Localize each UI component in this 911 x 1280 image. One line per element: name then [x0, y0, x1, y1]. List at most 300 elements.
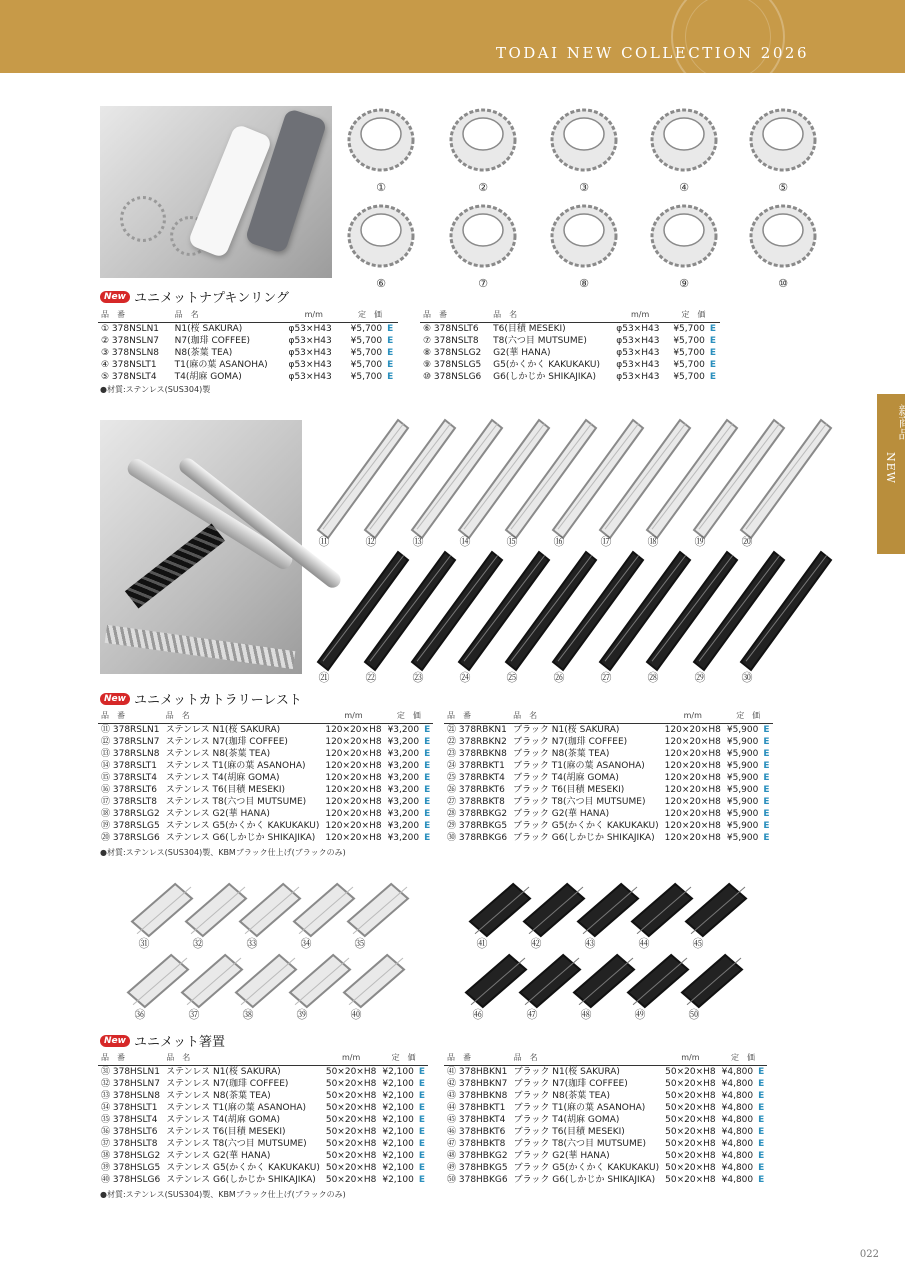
- product-name: ステンレス T4(胡麻 GOMA): [165, 773, 280, 783]
- table-row: [98, 760, 433, 772]
- product-code: ㊺ 378HBKT4: [447, 1115, 506, 1125]
- product-name: ブラック G5(かくかく KAKUKAKU): [513, 821, 659, 831]
- dimensions: 50×20×H8: [325, 1175, 377, 1185]
- page-number: 022: [859, 1249, 879, 1260]
- e-mark: E: [424, 821, 431, 831]
- table-row: [98, 832, 433, 844]
- price: ¥3,200: [387, 773, 420, 783]
- product-code: ㉕ 378RBKT4: [447, 773, 505, 783]
- product-code: ⑪ 378RSLN1: [101, 725, 160, 735]
- table-row: [98, 784, 433, 796]
- product-name: ブラック T1(麻の葉 ASANOHA): [513, 1103, 646, 1113]
- dimensions: 50×20×H8: [665, 1127, 716, 1137]
- napkin-ring-item: [548, 200, 620, 290]
- price: ¥5,900: [726, 773, 759, 783]
- price: ¥2,100: [382, 1079, 414, 1089]
- table-row: [98, 1174, 428, 1186]
- dimensions: 120×20×H8: [664, 749, 721, 759]
- e-mark: E: [387, 348, 394, 358]
- price: ¥5,900: [726, 797, 759, 807]
- chopstick-rest-item: [470, 884, 530, 950]
- column-header: 品 名: [163, 710, 323, 724]
- chopstick-rest-item: [186, 884, 246, 950]
- product-name: T4(胡麻 GOMA): [174, 372, 242, 382]
- e-mark: E: [758, 1151, 765, 1161]
- table-row: [444, 1066, 767, 1079]
- item-number-label: ㊹: [638, 937, 650, 950]
- table-row: [444, 820, 773, 832]
- chopstick-rest-item-image: [348, 884, 408, 936]
- chopstick-rest-item-image: [290, 955, 350, 1007]
- napkin-ring-item-image: [548, 200, 620, 272]
- dimensions: φ53×H43: [288, 324, 332, 334]
- table-row: [444, 1174, 767, 1186]
- chopstick-rest-item-image: [578, 884, 638, 936]
- product-code: ⑫ 378RSLN7: [101, 737, 160, 747]
- item-number-label: ⑫: [365, 535, 377, 548]
- item-number-label: ⑬: [412, 535, 424, 548]
- product-code: ㊳ 378HSLG2: [101, 1151, 161, 1161]
- column-header: 品 名: [511, 1052, 663, 1066]
- napkin-ring-item: [747, 104, 819, 194]
- product-code: ⑨ 378NSLG5: [423, 360, 482, 370]
- price: ¥5,900: [726, 725, 759, 735]
- item-number-label: ㊲: [188, 1008, 200, 1021]
- table-row: [98, 736, 433, 748]
- dimensions: 120×20×H8: [664, 785, 721, 795]
- chopstick-rest-item: [574, 955, 634, 1021]
- e-mark: E: [763, 749, 770, 759]
- e-mark: E: [758, 1175, 765, 1185]
- price: ¥5,700: [673, 348, 705, 358]
- product-name: ブラック G5(かくかく KAKUKAKU): [513, 1163, 660, 1173]
- chopstick-rest-item-image: [524, 884, 584, 936]
- item-number-label: ㊱: [134, 1008, 146, 1021]
- item-number-label: ㉒: [365, 671, 377, 684]
- e-mark: E: [758, 1091, 765, 1101]
- column-header: m/m: [662, 710, 724, 724]
- price: ¥4,800: [721, 1163, 754, 1173]
- e-mark: E: [758, 1163, 765, 1173]
- product-name: ステンレス N1(桜 SAKURA): [165, 725, 281, 735]
- column-header: 定 価: [385, 710, 434, 724]
- table-row: [98, 724, 433, 737]
- new-products-tab[interactable]: [877, 394, 911, 554]
- black-rest-image: [125, 523, 225, 608]
- price: ¥2,100: [382, 1091, 414, 1101]
- dimensions: 50×20×H8: [665, 1175, 716, 1185]
- product-code: ⑭ 378RSLT1: [101, 761, 158, 771]
- e-mark: E: [418, 1127, 425, 1137]
- product-code: ㉞ 378HSLT1: [101, 1103, 158, 1113]
- dimensions: 120×20×H8: [325, 749, 382, 759]
- product-name: ブラック N7(珈琲 COFFEE): [513, 737, 628, 747]
- item-number-label: ㊴: [296, 1008, 308, 1021]
- table-row: [98, 1066, 428, 1079]
- chopstick-rest-item: [632, 884, 692, 950]
- column-header: m/m: [286, 309, 343, 323]
- table-row: [98, 1162, 428, 1174]
- product-name: ステンレス N7(珈琲 COFFEE): [166, 1079, 289, 1089]
- napkin-ring-item-image: [648, 104, 720, 176]
- chopstick-rest-item-image: [128, 955, 188, 1007]
- column-header: 品 名: [163, 1052, 323, 1066]
- product-name: G5(かくかく KAKUKAKU): [493, 360, 601, 370]
- dimensions: 50×20×H8: [325, 1079, 377, 1089]
- price: ¥4,800: [721, 1067, 754, 1077]
- table-row: [444, 1126, 767, 1138]
- chopstick-rest-item: [578, 884, 638, 950]
- column-header: 品 番: [420, 309, 490, 323]
- table-header-row: [98, 710, 433, 724]
- product-code: ㊶ 378HBKN1: [447, 1067, 508, 1077]
- e-mark: E: [763, 773, 770, 783]
- product-name: T8(六つ目 MUTSUME): [493, 336, 587, 346]
- product-name: ステンレス T8(六つ目 MUTSUME): [165, 797, 307, 807]
- page-header: [0, 0, 905, 73]
- price: ¥3,200: [387, 809, 420, 819]
- product-code: ⑬ 378RSLN8: [101, 749, 160, 759]
- item-number-label: ㉛: [138, 937, 150, 950]
- chopstick-rest-item-image: [686, 884, 746, 936]
- product-code: ㊿ 378HBKG6: [447, 1175, 508, 1185]
- item-number-label: ⑪: [318, 535, 330, 548]
- napkin-ring-item: [345, 200, 417, 290]
- product-code: ㉚ 378RBKG6: [447, 833, 508, 843]
- dimensions: 120×20×H8: [664, 773, 721, 783]
- napkin-ring-photo: [100, 106, 332, 278]
- napkin-ring-item-image: [345, 104, 417, 176]
- dimensions: 120×20×H8: [325, 797, 382, 807]
- dimensions: 50×20×H8: [325, 1091, 377, 1101]
- dimensions: 50×20×H8: [325, 1151, 377, 1161]
- product-name: ステンレス T6(目積 MESEKI): [165, 785, 285, 795]
- dimensions: 50×20×H8: [665, 1091, 716, 1101]
- table-row: [420, 323, 720, 336]
- product-name: ブラック T8(六つ目 MUTSUME): [513, 797, 646, 807]
- table-header-row: [420, 309, 720, 323]
- e-mark: E: [387, 360, 394, 370]
- product-name: ステンレス G6(しかじか SHIKAJIKA): [165, 833, 316, 843]
- product-code: ㉓ 378RBKN8: [447, 749, 507, 759]
- price: ¥5,900: [726, 833, 759, 843]
- product-code: ㊵ 378HSLG6: [101, 1175, 161, 1185]
- price: ¥4,800: [721, 1139, 754, 1149]
- column-header: m/m: [613, 309, 667, 323]
- price: ¥5,700: [673, 336, 705, 346]
- product-code: ⑮ 378RSLT4: [101, 773, 158, 783]
- spec-table-cutlery-right: [444, 710, 773, 844]
- item-number-label: ⑧: [579, 277, 589, 290]
- table-row: [98, 335, 398, 347]
- product-name: ステンレス N1(桜 SAKURA): [166, 1067, 281, 1077]
- table-row: [98, 1114, 428, 1126]
- column-header: 定 価: [379, 1052, 428, 1066]
- table-row: [444, 760, 773, 772]
- chopstick-rest-item: [182, 955, 242, 1021]
- item-number-label: ⑤: [778, 181, 788, 194]
- price: ¥5,900: [726, 749, 759, 759]
- dimensions: 50×20×H8: [325, 1103, 377, 1113]
- material-note: ●材質:ステンレス(SUS304)製、KBMブラック仕上げ(ブラックのみ): [100, 1190, 346, 1199]
- napkin-ring-item-image: [447, 104, 519, 176]
- price: ¥5,700: [673, 324, 705, 334]
- chopstick-rest-item-image: [240, 884, 300, 936]
- e-mark: E: [418, 1103, 425, 1113]
- table-row: [98, 1150, 428, 1162]
- product-code: ㊴ 378HSLG5: [101, 1163, 161, 1173]
- chopstick-rest-item-image: [632, 884, 692, 936]
- dimensions: 50×20×H8: [665, 1139, 716, 1149]
- dimensions: 50×20×H8: [665, 1163, 716, 1173]
- item-number-label: ㊳: [242, 1008, 254, 1021]
- item-number-label: ⑰: [600, 535, 612, 548]
- column-header: 品 名: [490, 309, 613, 323]
- spec-table-napkin-right: [420, 309, 720, 383]
- product-name: ステンレス N7(珈琲 COFFEE): [165, 737, 288, 747]
- item-number-label: ㉓: [412, 671, 424, 684]
- dimensions: 120×20×H8: [325, 737, 382, 747]
- cutlery-rest-photo: [100, 420, 302, 674]
- product-name: N1(桜 SAKURA): [174, 324, 243, 334]
- product-code: ㉑ 378RBKN1: [447, 725, 507, 735]
- dimensions: 50×20×H8: [665, 1103, 716, 1113]
- product-code: ⑲ 378RSLG5: [101, 821, 160, 831]
- product-name: T6(目積 MESEKI): [493, 324, 566, 334]
- ring-image: [120, 196, 166, 242]
- dimensions: φ53×H43: [288, 372, 332, 382]
- e-mark: E: [709, 348, 716, 358]
- chopstick-rest-item: [628, 955, 688, 1021]
- dimensions: φ53×H43: [616, 372, 660, 382]
- grey-napkin-image: [244, 108, 327, 254]
- column-header: 品 名: [172, 309, 286, 323]
- item-number-label: ㉞: [300, 937, 312, 950]
- e-mark: E: [418, 1091, 425, 1101]
- price: ¥5,700: [673, 360, 705, 370]
- product-code: ⑥ 378NSLT6: [423, 324, 479, 334]
- item-number-label: ⑳: [741, 535, 753, 548]
- product-name: ステンレス T6(目積 MESEKI): [166, 1127, 286, 1137]
- table-row: [444, 1102, 767, 1114]
- product-code: ㉟ 378HSLT4: [101, 1115, 158, 1125]
- product-code: ㉔ 378RBKT1: [447, 761, 505, 771]
- product-code: ⑱ 378RSLG2: [101, 809, 160, 819]
- spec-table-cutlery-left: [98, 710, 433, 844]
- column-header: 品 番: [444, 1052, 511, 1066]
- dimensions: φ53×H43: [616, 348, 660, 358]
- item-number-label: ㉜: [192, 937, 204, 950]
- price: ¥2,100: [382, 1067, 414, 1077]
- e-mark: E: [418, 1067, 425, 1077]
- price: ¥5,900: [726, 821, 759, 831]
- item-number-label: ㉚: [741, 671, 753, 684]
- dimensions: 50×20×H8: [325, 1139, 377, 1149]
- table-row: [444, 1162, 767, 1174]
- price: ¥3,200: [387, 725, 420, 735]
- price: ¥3,200: [387, 749, 420, 759]
- product-name: ブラック G2(華 HANA): [513, 809, 610, 819]
- chopstick-rest-item: [520, 955, 580, 1021]
- item-number-label: ㊺: [692, 937, 704, 950]
- price: ¥5,700: [673, 372, 705, 382]
- dimensions: φ53×H43: [616, 360, 660, 370]
- table-header-row: [444, 710, 773, 724]
- product-name: N8(茶葉 TEA): [174, 348, 233, 358]
- chopstick-rest-item-image: [186, 884, 246, 936]
- item-number-label: ㉙: [694, 671, 706, 684]
- dimensions: φ53×H43: [288, 336, 332, 346]
- e-mark: E: [418, 1115, 425, 1125]
- table-row: [98, 796, 433, 808]
- table-row: [98, 359, 398, 371]
- e-mark: E: [763, 809, 770, 819]
- product-name: N7(珈琲 COFFEE): [174, 336, 251, 346]
- section-title-napkin-ring: [100, 287, 289, 306]
- section-name: ユニメット箸置: [133, 1035, 225, 1050]
- table-header-row: [98, 309, 398, 323]
- dimensions: 120×20×H8: [325, 785, 382, 795]
- chopstick-rest-item-image: [470, 884, 530, 936]
- table-row: [444, 1114, 767, 1126]
- product-name: ブラック N8(茶葉 TEA): [513, 1091, 610, 1101]
- column-header: m/m: [322, 710, 384, 724]
- item-number-label: ㉑: [318, 671, 330, 684]
- e-mark: E: [758, 1079, 765, 1089]
- price: ¥3,200: [387, 737, 420, 747]
- table-row: [98, 1090, 428, 1102]
- cutlery-rest-item-image: [741, 552, 831, 670]
- price: ¥3,200: [387, 761, 420, 771]
- column-header: 品 番: [98, 710, 163, 724]
- price: ¥2,100: [382, 1175, 414, 1185]
- napkin-ring-item-image: [648, 200, 720, 272]
- table-row: [98, 1102, 428, 1114]
- price: ¥5,700: [350, 372, 383, 382]
- e-mark: E: [418, 1079, 425, 1089]
- column-header: m/m: [662, 1052, 718, 1066]
- chopstick-rest-item: [686, 884, 746, 950]
- napkin-ring-item: [648, 200, 720, 290]
- dimensions: φ53×H43: [616, 336, 660, 346]
- e-mark: E: [709, 360, 716, 370]
- table-row: [444, 784, 773, 796]
- price: ¥4,800: [721, 1175, 754, 1185]
- price: ¥3,200: [387, 821, 420, 831]
- chopstick-rest-item: [290, 955, 350, 1021]
- table-row: [444, 808, 773, 820]
- item-number-label: ⑲: [694, 535, 706, 548]
- product-code: ④ 378NSLT1: [101, 360, 157, 370]
- product-name: G2(華 HANA): [493, 348, 551, 358]
- new-badge: New: [100, 1035, 130, 1047]
- item-number-label: ㊽: [580, 1008, 592, 1021]
- chopstick-rest-item-image: [294, 884, 354, 936]
- e-mark: E: [758, 1115, 765, 1125]
- cutlery-rest-item: [741, 552, 831, 684]
- product-name: ステンレス G5(かくかく KAKUKAKU): [166, 1163, 320, 1173]
- e-mark: E: [763, 785, 770, 795]
- dimensions: 50×20×H8: [325, 1115, 377, 1125]
- product-name: ブラック G6(しかじか SHIKAJIKA): [513, 1175, 656, 1185]
- e-mark: E: [424, 785, 431, 795]
- e-mark: E: [763, 761, 770, 771]
- product-code: ① 378NSLN1: [101, 324, 160, 334]
- product-code: ⑦ 378NSLT8: [423, 336, 479, 346]
- price: ¥2,100: [382, 1115, 414, 1125]
- e-mark: E: [387, 336, 394, 346]
- table-row: [98, 323, 398, 336]
- product-name: G6(しかじか SHIKAJIKA): [493, 372, 596, 382]
- price: ¥3,200: [387, 785, 420, 795]
- table-row: [420, 371, 720, 383]
- spec-table-napkin-left: [98, 309, 398, 383]
- section-title-chopstick-rest: [100, 1031, 225, 1050]
- product-code: ㉝ 378HSLN8: [101, 1091, 160, 1101]
- e-mark: E: [763, 797, 770, 807]
- material-note: ●材質:ステンレス(SUS304)製: [100, 385, 211, 394]
- price: ¥5,900: [726, 737, 759, 747]
- product-name: ステンレス T4(胡麻 GOMA): [166, 1115, 281, 1125]
- e-mark: E: [758, 1103, 765, 1113]
- material-note: ●材質:ステンレス(SUS304)製、KBMブラック仕上げ(ブラックのみ): [100, 848, 346, 857]
- dimensions: 120×20×H8: [664, 821, 721, 831]
- product-code: ㉙ 378RBKG5: [447, 821, 508, 831]
- table-row: [444, 736, 773, 748]
- product-name: ブラック T1(麻の葉 ASANOHA): [513, 761, 645, 771]
- product-name: ブラック N8(茶葉 TEA): [513, 749, 610, 759]
- product-code: ③ 378NSLN8: [101, 348, 160, 358]
- e-mark: E: [763, 833, 770, 843]
- e-mark: E: [424, 773, 431, 783]
- table-row: [444, 1138, 767, 1150]
- e-mark: E: [387, 372, 394, 382]
- chopstick-rest-item: [128, 955, 188, 1021]
- table-row: [98, 347, 398, 359]
- silver-rest-image: [105, 625, 296, 669]
- price: ¥2,100: [382, 1103, 414, 1113]
- item-number-label: ㊾: [634, 1008, 646, 1021]
- table-row: [98, 820, 433, 832]
- dimensions: 120×20×H8: [325, 821, 382, 831]
- product-name: ステンレス N8(茶葉 TEA): [165, 749, 271, 759]
- chopstick-rest-item: [344, 955, 404, 1021]
- price: ¥5,900: [726, 785, 759, 795]
- product-name: ブラック T6(目積 MESEKI): [513, 1127, 625, 1137]
- item-number-label: ㉕: [506, 671, 518, 684]
- table-header-row: [444, 1052, 767, 1066]
- chopstick-rest-item-image: [520, 955, 580, 1007]
- dimensions: φ53×H43: [616, 324, 660, 334]
- chopstick-rest-item: [132, 884, 192, 950]
- product-name: ブラック N7(珈琲 COFFEE): [513, 1079, 628, 1089]
- napkin-ring-item: [447, 200, 519, 290]
- price: ¥5,700: [350, 360, 383, 370]
- dimensions: 120×20×H8: [325, 833, 382, 843]
- product-name: ブラック T6(目積 MESEKI): [513, 785, 625, 795]
- column-header: 定 価: [342, 309, 398, 323]
- product-code: ㉛ 378HSLN1: [101, 1067, 160, 1077]
- product-code: ⑧ 378NSLG2: [423, 348, 482, 358]
- price: ¥2,100: [382, 1127, 414, 1137]
- e-mark: E: [763, 725, 770, 735]
- table-row: [420, 359, 720, 371]
- price: ¥4,800: [721, 1115, 754, 1125]
- napkin-ring-item: [548, 104, 620, 194]
- e-mark: E: [424, 761, 431, 771]
- chopstick-rest-item: [348, 884, 408, 950]
- e-mark: E: [424, 809, 431, 819]
